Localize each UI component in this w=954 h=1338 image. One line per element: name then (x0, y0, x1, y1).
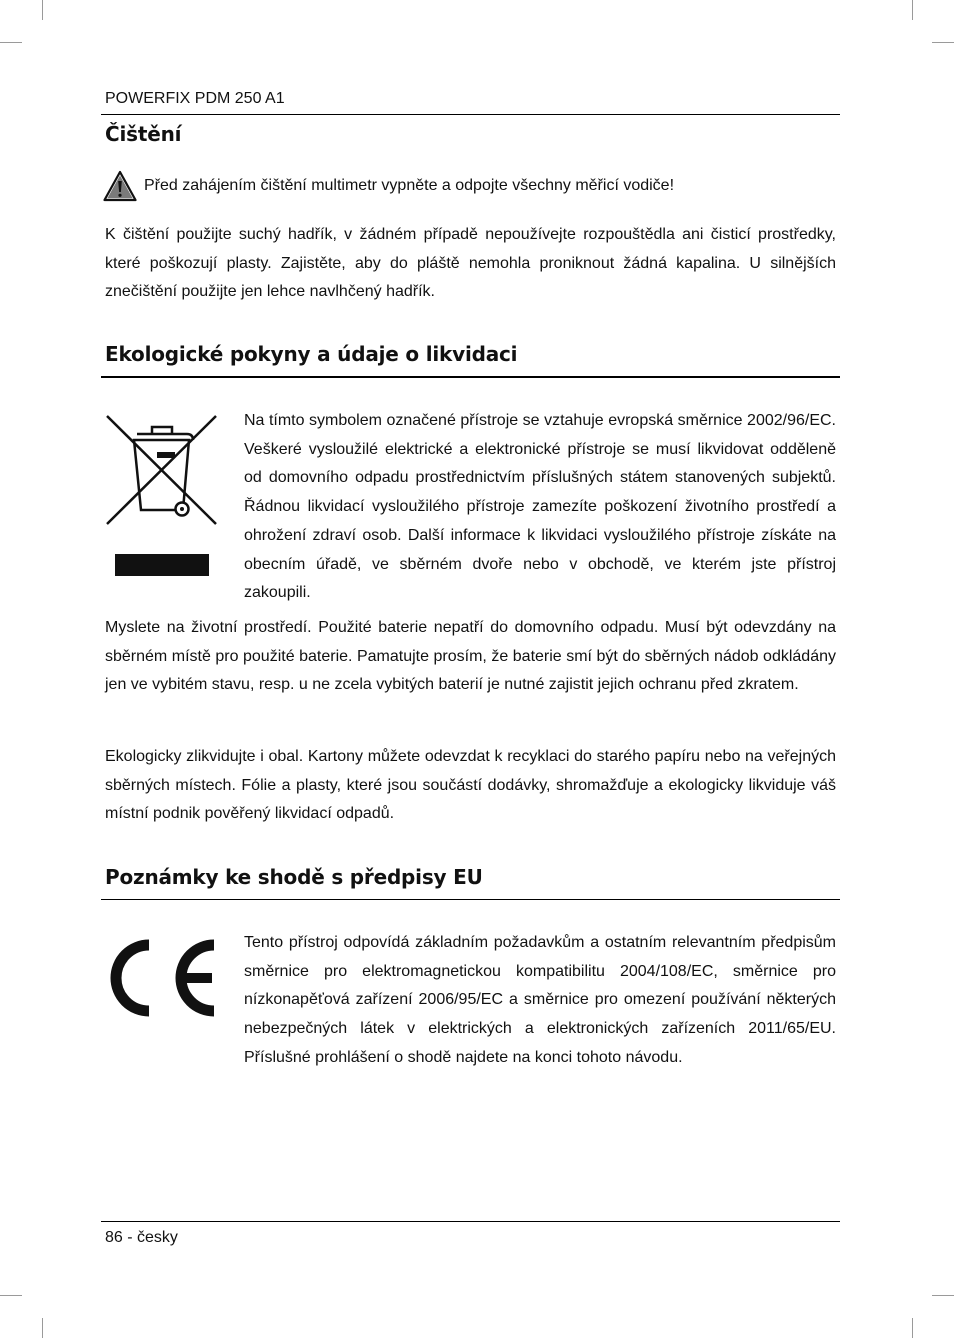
warning-triangle-icon (103, 170, 137, 202)
crop-mark (42, 0, 43, 20)
weee-crossed-bin-icon (103, 412, 221, 580)
eu-paragraph: Tento přístroj odpovídá základním požadavkům a ostatním relevantním předpisům směrnice pro elektromagnetickou kompatibilitu 2004/108/EC, směrnice pro nízkonapěťová zařízení 2006/95/EC a směrnice pro omezení používání některých nebezpečných látek v elektrických a elektronických zařízeních 2011/65/EU. Příslušné prohlášení o shodě najdete na konci tohoto návodu. (244, 934, 836, 1066)
warning-note (103, 170, 674, 202)
packaging-paragraph: Ekologicky zlikvidujte i obal. Kartony můžete odevzdat k recyklaci do starého papíru nebo na veřejných sběrných místech. Fólie a plasty, které jsou součástí dodávky, shromažďuje a ekologicky likviduje váš místní podnik pověřený likvidací odpadů. (105, 748, 836, 823)
running-header: POWERFIX PDM 250 A1 (105, 90, 285, 107)
crop-mark (42, 1318, 43, 1338)
warning-text: Před zahájením čištění multimetr vypněte a odpojte všechny měřicí vodiče! (144, 177, 675, 194)
weee-paragraph: Na tímto symbolem označené přístroje se vztahuje evropská směrnice 2002/96/EC. Veškeré vysloužilé elektrické a elektronické přístroje se musí likvidovat odděleně od domovního odpadu prostřednictvím příslušných státem stanovených subjektů. Řádnou likvidací vysloužilého přístroje zamezíte poškození životního prostředí a ohrožení zdraví osob. Další informace k likvidaci vysloužilého přístroje získáte na obecním úřadě, ve sběrném dvoře nebo v obchodě, ve kterém jste přístroj zakoupili. (244, 412, 836, 602)
crop-mark (912, 0, 913, 20)
section-heading-cleaning: Čištění (105, 122, 182, 146)
section-rule (101, 376, 840, 378)
page-footer: 86 - česky (105, 1229, 178, 1246)
ce-mark-icon (103, 937, 219, 1019)
crop-mark (912, 1318, 913, 1338)
crop-mark (0, 42, 22, 43)
section-rule (101, 899, 840, 900)
section-heading-ecology: Ekologické pokyny a údaje o likvidaci (105, 342, 518, 366)
batteries-paragraph: Myslete na životní prostředí. Použité baterie nepatří do domovního odpadu. Musí být odevzdány na sběrném místě pro použité baterie. Pamatujte prosím, že baterie smí být do sběrných nádob odkládány jen ve vybitém stavu, resp. u ne zcela vybitých baterií je nutné zajistit jejich ochranu před zkratem. (105, 619, 836, 694)
header-rule (101, 114, 840, 115)
section-heading-eu: Poznámky ke shodě s předpisy EU (105, 865, 483, 889)
crop-mark (0, 1295, 22, 1296)
footer-rule (101, 1221, 840, 1222)
crop-mark (932, 42, 954, 43)
crop-mark (932, 1295, 954, 1296)
cleaning-paragraph: K čištění použijte suchý hadřík, v žádném případě nepoužívejte rozpouštědla ani čisticí prostředky, které poškozují plasty. Zajistěte, aby do pláště nemohla proniknout žádná kapalina. U silnějších znečištění použijte jen lehce navlhčený hadřík. (105, 226, 836, 301)
